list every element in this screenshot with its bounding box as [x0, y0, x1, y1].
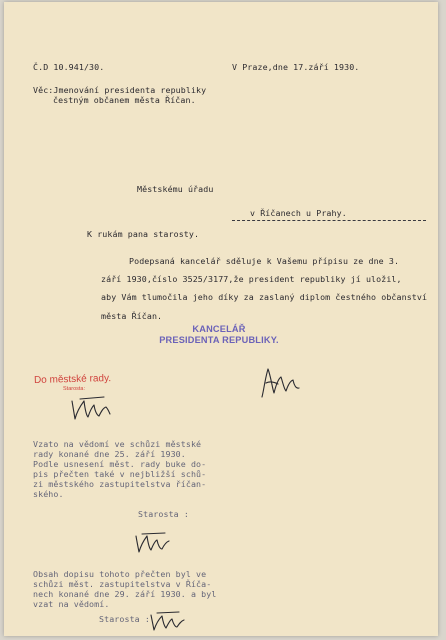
mayor-label-2: Starosta :	[99, 614, 150, 624]
reference-number: Č.D 10.941/30.	[33, 62, 105, 72]
document-page	[4, 2, 438, 636]
note-1-line-3: Podle usnesení měst. rady buke do-	[33, 459, 207, 469]
subject-line-2: čestným občanem města Říčan.	[53, 95, 196, 105]
council-stamp-mayor: Starosta:	[63, 386, 86, 392]
note-2-line-2: schůzi měst. zastupitelstva v Říča-	[33, 579, 212, 589]
office-stamp-line-1: KANCELÁŘ	[192, 324, 246, 334]
body-line-1: Podepsaná kancelář sděluje k Vašemu přípisu ze dne 3.	[129, 256, 400, 266]
body-line-3: aby Vám tlumočila jeho díky za zaslaný diplom čestného občanství	[101, 292, 428, 302]
note-1-line-2: rady konané dne 25. září 1930.	[33, 449, 186, 459]
office-signature	[256, 363, 304, 403]
note-2-line-1: Obsah dopisu tohoto přečten byl ve	[33, 569, 207, 579]
mayor-signature-1	[68, 395, 114, 423]
addressee-town: v Říčanech u Prahy.	[250, 208, 347, 218]
body-line-2: září 1930,číslo 3525/3177,že president republiky jí uložil,	[101, 274, 402, 284]
addressee-underline	[232, 220, 426, 221]
place-and-date: V Praze,dne 17.září 1930.	[232, 62, 360, 72]
note-1-line-5: zi městského zastupitelstva říčan-	[33, 479, 207, 489]
subject-line-1: Věc:Jmenování presidenta republiky	[33, 85, 207, 95]
mayor-label-1: Starosta :	[138, 509, 189, 519]
mayor-signature-2	[132, 530, 174, 556]
note-2-line-4: vzat na vědomí.	[33, 599, 110, 609]
addressee-attention: K rukám pana starosty.	[87, 229, 200, 239]
note-1-line-1: Vzato na vědomí ve schůzi městské	[33, 439, 202, 449]
body-line-4: města Říčan.	[101, 311, 163, 321]
note-2-line-3: nech konané dne 29. září 1930. a byl	[33, 589, 217, 599]
addressee-office: Městskému úřadu	[137, 184, 214, 194]
council-stamp: Do městské rady.	[33, 372, 112, 387]
note-1-line-4: pis přečten také v nejbližší schů-	[33, 469, 207, 479]
office-stamp	[154, 324, 284, 346]
note-1-line-6: ského.	[33, 489, 64, 499]
office-stamp-line-2: PRESIDENTA REPUBLIKY.	[159, 335, 279, 345]
mayor-signature-3	[148, 610, 188, 634]
